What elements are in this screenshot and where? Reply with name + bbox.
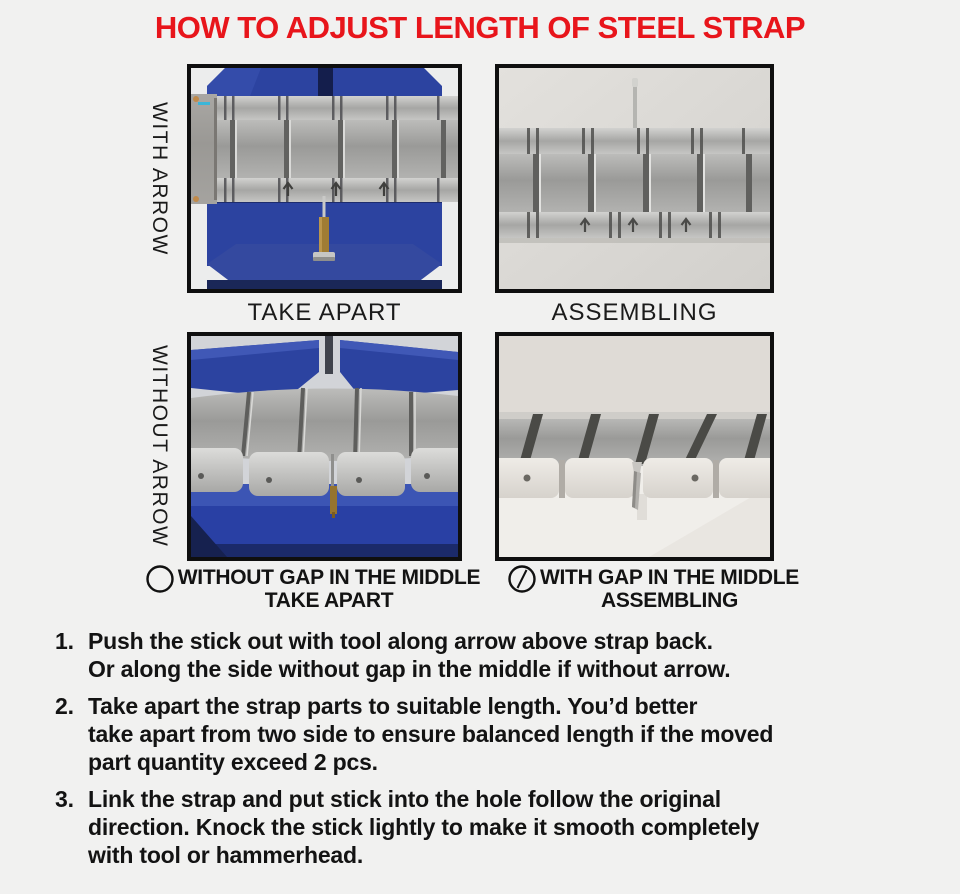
instruction-number: 2.	[55, 693, 74, 719]
caption-assembling: ASSEMBLING	[551, 299, 718, 326]
watch-tool-photo	[191, 68, 458, 289]
photo-panel-assembling-with-gap	[495, 332, 774, 561]
label-with-gap	[483, 566, 823, 612]
instruction-line: take apart from two side to ensure balanced length if the moved	[88, 721, 774, 747]
side-label-without-arrow: WITHOUT ARROW	[148, 345, 171, 548]
tool-side-view-photo	[191, 336, 458, 557]
label-without-gap	[140, 566, 485, 612]
label-with-gap-line2: ASSEMBLING	[600, 589, 738, 612]
instruction-item-2	[55, 692, 935, 776]
instruction-line: with tool or hammerhead.	[88, 842, 364, 868]
photo-panel-take-apart-with-arrow	[187, 64, 462, 293]
instruction-item-1	[55, 627, 935, 683]
instruction-item-3	[55, 785, 935, 869]
instructions-list	[55, 627, 935, 869]
strap-assembling-photo	[499, 68, 770, 289]
instruction-line: direction. Knock the stick lightly to make it smooth completely	[88, 814, 760, 840]
photo-panel-take-apart-without-arrow	[187, 332, 462, 561]
instruction-line: Take apart the strap parts to suitable length. You’d better	[88, 693, 698, 719]
instruction-line: Link the strap and put stick into the hole follow the original	[88, 786, 721, 812]
instruction-line: Push the stick out with tool along arrow above strap back.	[88, 628, 713, 654]
instruction-line: part quantity exceed 2 pcs.	[88, 749, 378, 775]
label-without-gap-line1: WITHOUT GAP IN THE MIDDLE	[177, 566, 481, 589]
strap-side-view-photo	[499, 336, 770, 557]
circle-slash-icon	[507, 564, 537, 594]
instruction-number: 1.	[55, 628, 74, 654]
label-with-gap-line1: WITH GAP IN THE MIDDLE	[539, 566, 799, 589]
instruction-number: 3.	[55, 786, 74, 812]
instruction-line: Or along the side without gap in the middle if without arrow.	[88, 656, 731, 682]
caption-take-apart: TAKE APART	[247, 299, 402, 326]
side-label-with-arrow: WITH ARROW	[148, 101, 171, 256]
page-title: HOW TO ADJUST LENGTH OF STEEL STRAP	[154, 10, 806, 45]
label-without-gap-line2: TAKE APART	[264, 589, 394, 612]
circle-icon	[145, 564, 175, 594]
photo-panel-assembling-with-arrow	[495, 64, 774, 293]
